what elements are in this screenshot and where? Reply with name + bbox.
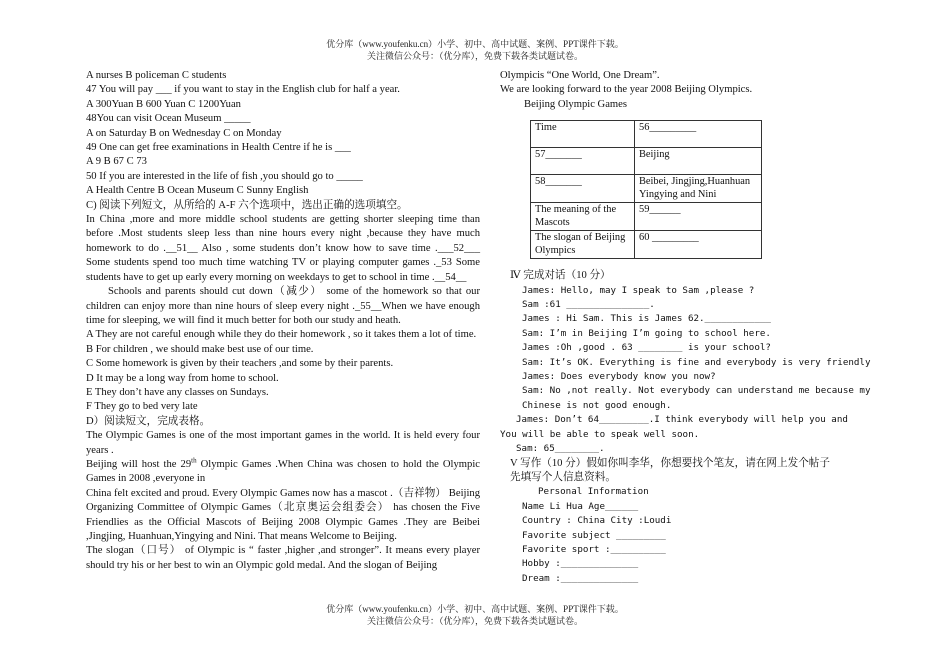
- option-c: C Some homework is given by their teachers ,and some by their parents.: [86, 358, 394, 370]
- q47-options: A 300Yuan B 600 Yuan C 1200Yuan: [86, 98, 241, 110]
- option-d: D It may be a long way from home to school.: [86, 372, 279, 384]
- info-line: Country : China City :Loudi: [522, 515, 672, 527]
- left-column: [86, 69, 480, 573]
- passage-d-continuation-2: We are looking forward to the year 2008 Beijing Olympics.: [500, 84, 753, 96]
- footer-line-2: 关注微信公众号：（优分库），免费下载各类试题试卷。: [366, 616, 583, 626]
- table-row: [531, 203, 762, 231]
- table-cell-label: The slogan of Beijing Olympics: [531, 231, 635, 259]
- dialog-line: Chinese is not good enough.: [522, 399, 672, 411]
- passage-d-paragraph-2: [86, 458, 480, 487]
- page-header: [0, 38, 950, 62]
- table-cell-value: 56_________: [635, 121, 762, 148]
- q47-question: 47 You will pay ___ if you want to stay in the English club for half a year.: [86, 84, 400, 96]
- dialog-line: Sam: 65________.: [516, 443, 605, 455]
- q48-options: A on Saturday B on Wednesday C on Monday: [86, 127, 282, 139]
- passage-d-p2-start: Beijing will host the 29: [86, 458, 192, 470]
- dialog-line: Sam :61 _______________.: [522, 299, 655, 311]
- section-v-title: V 写作（10 分）假如你叫李华，你想要找个笔友，请在网上发个帖子: [510, 457, 830, 469]
- q48-question: 48You can visit Ocean Museum _____: [86, 113, 251, 125]
- passage-c-paragraph-2: Schools and parents should cut down（减少） some of the homework so that our children can enjoy more than nine hours of sleep every night ._55__When we have enough time for sleeping, we will find it much better for both our study and heath.: [86, 286, 480, 326]
- q50-question: 50 If you are interested in the life of fish ,you should go to _____: [86, 170, 363, 182]
- info-line: Hobby :______________: [522, 558, 639, 570]
- header-line-2: 关注微信公众号：（优分库），免费下载各类试题试卷。: [366, 51, 583, 61]
- table-cell-value: 59______: [635, 203, 762, 231]
- q49-options: A 9 B 67 C 73: [86, 156, 147, 168]
- passage-c-paragraph-1: In China ,more and more middle school students are getting shorter sleeping time than before .Most students sleep less than nine hours every night ,because they have much homework to do .__51__ Also , some students don’t know how to save time .___52___ Some students spend too much time watching TV or playing computer games ._53 Some students have to get up early every morning on weekdays to get to school in time .__54__: [86, 214, 480, 283]
- table-row: [531, 148, 762, 175]
- dialog-line: James : Hi Sam. This is James 62.____________: [522, 313, 771, 325]
- dialog: [500, 284, 890, 457]
- table-row: [531, 175, 762, 203]
- dialog-line: Sam: It’s OK. Everything is fine and everybody is very friendly: [522, 356, 871, 368]
- dialog-line: Sam: I’m in Beijing I’m going to school here.: [522, 327, 771, 339]
- passage-d-paragraph-1: The Olympic Games is one of the most important games in the world. It is held every four years .: [86, 430, 480, 456]
- option-e: E They don’t have any classes on Sundays.: [86, 386, 269, 398]
- info-line: Dream :______________: [522, 572, 639, 584]
- dialog-line: You will be able to speak well soon.: [500, 428, 700, 440]
- dialog-line: Sam: No ,not really. Not everybody can understand me because my: [522, 385, 871, 397]
- page-footer: [0, 603, 950, 627]
- table-cell-value: Beibei, Jingjing,Huanhuan Yingying and Nini: [635, 175, 762, 203]
- right-column: [500, 69, 890, 586]
- table-title: Beijing Olympic Games: [524, 98, 627, 110]
- header-line-1: 优分库（www.youfenku.cn）小学、初中、高中试题、案例、PPT课件下载。: [326, 39, 624, 49]
- table-cell-label: The meaning of the Mascots: [531, 203, 635, 231]
- table-row: [531, 231, 762, 259]
- section-c-title: C) 阅读下列短文，从所给的 A-F 六个选项中，选出正确的选项填空。: [86, 199, 408, 211]
- table-cell-value: Beijing: [635, 148, 762, 175]
- table-cell-label: 58_______: [531, 175, 635, 203]
- passage-d-paragraph-4: The slogan（口号） of Olympic is “ faster ,higher ,and stronger”. It means every player should try his or her best to win an Olympic gold medal. And the slogan of Beijing: [86, 545, 480, 571]
- option-b: B For children , we should make best use of our time.: [86, 343, 314, 355]
- section-v-subtitle: 先填写个人信息资料。: [510, 471, 616, 483]
- q50-options: A Health Centre B Ocean Museum C Sunny English: [86, 185, 309, 197]
- info-line: Favorite subject _________: [522, 529, 666, 541]
- info-line: Favorite sport :__________: [522, 543, 666, 555]
- footer-line-1: 优分库（www.youfenku.cn）小学、初中、高中试题、案例、PPT课件下载。: [326, 604, 624, 614]
- info-line: Name Li Hua Age______: [522, 500, 639, 512]
- passage-d-paragraph-3: China felt excited and proud. Every Olympic Games now has a mascot .（吉祥物） Beijing Organizing Committee of Olympic Games（北京奥运会组委会） has chosen the Five Friendlies as the Official Mascots of Beijing 2008 Olympic Games .They are Beibei ,Jingjing, Huanhuan,Yingying and Nini. That means Welcome to Beijing.: [86, 487, 480, 542]
- section-d-title: D）阅读短文，完成表格。: [86, 415, 211, 427]
- section-iv-title: Ⅳ 完成对话（10 分）: [510, 270, 611, 282]
- table-cell-value: 60 _________: [635, 231, 762, 259]
- dialog-line: James: Hello, may I speak to Sam ,please ?: [522, 284, 755, 296]
- dialog-line: James :Oh ,good . 63 ________ is your school?: [522, 342, 771, 354]
- passage-d-p2-end: Olympic Games .When China was chosen to hold the Olympic Games in 2008 ,everyone in: [86, 458, 480, 485]
- personal-information: [500, 485, 890, 586]
- dialog-line: James: Does everybody know you now?: [522, 371, 716, 383]
- table-cell-label: Time: [531, 121, 635, 148]
- olympic-games-table: [530, 120, 762, 259]
- superscript-th: th: [191, 456, 197, 465]
- q49-question: 49 One can get free examinations in Health Centre if he is ___: [86, 142, 351, 154]
- passage-d-continuation-1: Olympicis “One World, One Dream”.: [500, 70, 660, 81]
- option-a: A They are not careful enough while they do their homework , so it takes them a lot of time.: [86, 329, 477, 341]
- table-cell-label: 57_______: [531, 148, 635, 175]
- info-title: Personal Information: [538, 486, 649, 498]
- dialog-line: James: Don’t 64_________.I think everybody will help you and: [516, 414, 848, 426]
- table-row: [531, 121, 762, 148]
- q46-options: A nurses B policeman C students: [86, 70, 227, 81]
- option-f: F They go to bed very late: [86, 401, 198, 413]
